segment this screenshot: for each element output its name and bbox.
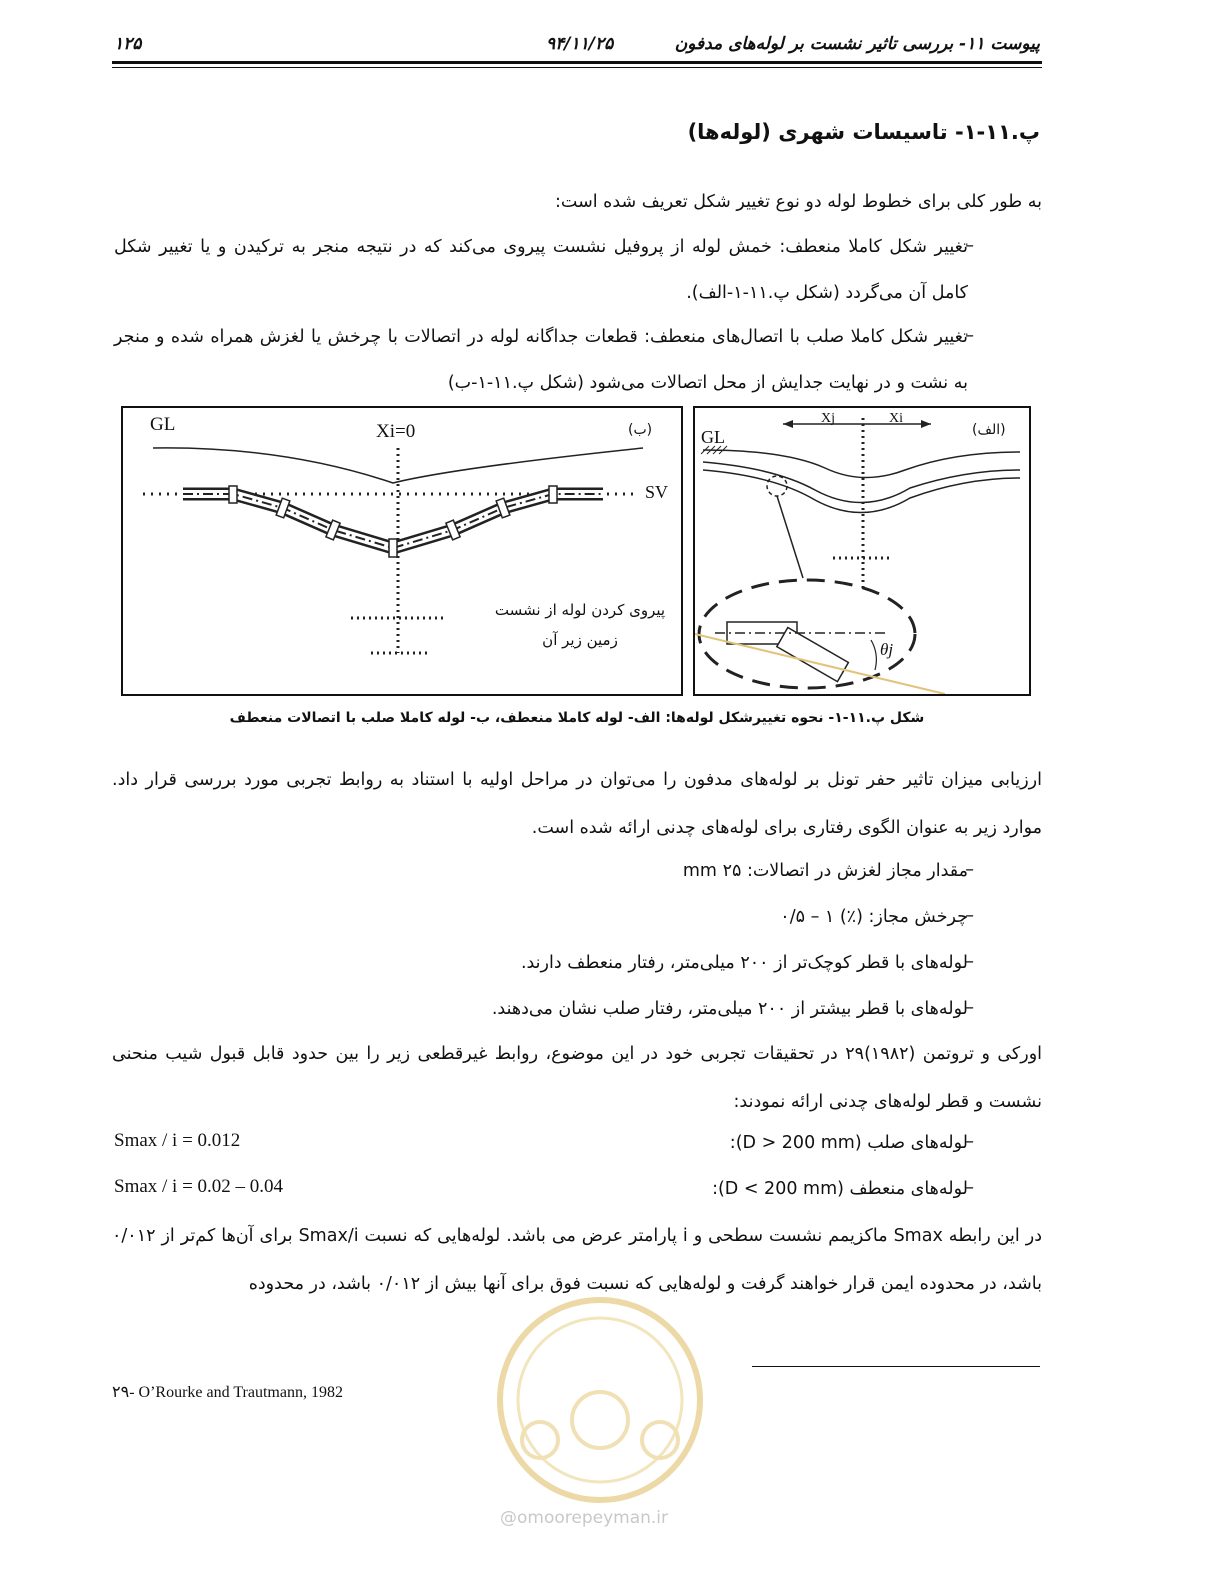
- watermark-stroke: [695, 634, 945, 694]
- xj-label: Xj: [821, 411, 835, 426]
- watermark-url: @omoorepeyman.ir: [500, 1508, 669, 1528]
- criterion-rotation: چرخش مجاز: (٪) ۱ – ۰/۵: [780, 907, 968, 927]
- rigid-gl-label: GL: [150, 414, 176, 435]
- equation-flexible-label: لوله‌های منعطف (D < 200 mm):: [712, 1179, 968, 1199]
- header-title: پیوست ۱۱- بررسی تاثیر نشست بر لوله‌های مدفون: [674, 34, 1040, 54]
- header-rule-thin: [112, 67, 1042, 68]
- theta-label: θj: [880, 640, 894, 659]
- sv-label: SV: [645, 482, 669, 502]
- deformation-type-rigid: تغییر شکل کاملا صلب با اتصال‌های منعطف: قطعات جداگانه لوله در اتصالات با چرخش یا لغزش همراه شده و منجر به نشت و در نهایت جدایش از محل اتصالات می‌شود (شکل پ.۱۱-۱-ب): [114, 327, 968, 393]
- pipe-joints: [229, 486, 557, 557]
- rigid-axis-label: Xi=0: [376, 421, 416, 442]
- equation-flexible-formula: Smax / i = 0.02 – 0.04: [114, 1176, 284, 1197]
- section-title: پ.۱۱-۱- تاسیسات شهری (لوله‌ها): [687, 120, 1040, 144]
- paragraph-3: در این رابطه Smax ماکزیمم نشست سطحی و i پارامتر عرض می باشد. لوله‌هایی که نسبت Smax/i برای آن‌ها کم‌تر از ۰/۰۱۲ باشد، در محدوده ایمن قرار خواهند گرفت و لوله‌هایی که نسبت فوق برای آنها بیش از ۰/۰۱۲ باشد، در محدوده: [112, 1226, 1042, 1294]
- deformation-type-flexible: تغییر شکل کاملا منعطف: خمش لوله از پروفیل نشست پیروی می‌کند که در نتیجه منجر به ترکیدن و یا تغییر شکل کامل آن می‌گردد (شکل پ.۱۱-۱-الف).: [114, 237, 968, 303]
- rigid-note: [480, 595, 680, 655]
- equation-rigid-formula: Smax / i = 0.012: [114, 1130, 241, 1151]
- footnote: ۲۹- O’Rourke and Trautmann, 1982: [112, 1384, 343, 1401]
- criterion-slip: مقدار مجاز لغزش در اتصالات: ۲۵ mm: [682, 861, 968, 881]
- bullet-dash: –: [965, 860, 974, 880]
- bullet-dash: –: [965, 906, 974, 926]
- equation-rigid-label: لوله‌های صلب (D > 200 mm):: [729, 1133, 968, 1153]
- paragraph-2: اورکی و تروتمن (۱۹۸۲)۲۹ در تحقیقات تجربی خود در این موضوع، روابط غیرقطعی زیر را بین حدود قابل قبول شیب منحنی نشست و قطر لوله‌های چدنی ارائه نمودند:: [112, 1044, 1043, 1112]
- criterion-small-diameter: لوله‌های با قطر کوچک‌تر از ۲۰۰ میلی‌متر، رفتار منعطف دارند.: [520, 953, 968, 973]
- intro-text: به طور کلی برای خطوط لوله دو نوع تغییر شکل تعریف شده است:: [555, 192, 1042, 212]
- header-rule-thick: [112, 61, 1042, 64]
- criterion-large-diameter: لوله‌های با قطر بیشتر از ۲۰۰ میلی‌متر، رفتار صلب نشان می‌دهند.: [491, 999, 968, 1019]
- rigid-note-line1: پیروی کردن لوله از نشست: [494, 601, 666, 619]
- rigid-note-line2: زمین زیر آن: [542, 631, 618, 649]
- ground-level-line: [153, 448, 643, 483]
- figure-caption: شکل پ.۱۱-۱- نحوه تغییرشکل لوله‌ها: الف- لوله کاملا منعطف، ب- لوله کاملا صلب با اتصالات منعطف: [229, 710, 925, 726]
- detail-leader: [777, 496, 803, 578]
- bullet-dash: –: [965, 236, 974, 256]
- bullet-dash: –: [965, 1132, 974, 1152]
- panel-label-alef: (الف): [972, 422, 1006, 438]
- paragraph-1: ارزیابی میزان تاثیر حفر تونل بر لوله‌های مدفون را می‌توان در مراحل اولیه با استناد به روابط تجربی مورد بررسی قرار داد. موارد زیر به عنوان الگوی رفتاری برای لوله‌های چدنی ارائه شده است.: [112, 770, 1042, 838]
- panel-label-b: (ب): [628, 422, 653, 438]
- rotation-arc: [871, 640, 876, 670]
- watermark-seal-icon: [480, 1290, 720, 1510]
- bullet-dash: –: [965, 1178, 974, 1198]
- flexible-gl-label: GL: [701, 427, 725, 447]
- page-number: ۱۲۵: [114, 34, 142, 54]
- bullet-dash: –: [965, 952, 974, 972]
- bullet-dash: –: [965, 326, 974, 346]
- header-date: ۹۴/۱۱/۲۵: [546, 34, 614, 54]
- bullet-dash: –: [965, 998, 974, 1018]
- figure-panel-flexible: [693, 406, 1031, 696]
- footnote-rule: [752, 1366, 1040, 1367]
- flexible-pipe-diagram: [695, 408, 1029, 694]
- xi-label: Xi: [889, 411, 903, 426]
- detail-pipe-right: [777, 628, 849, 682]
